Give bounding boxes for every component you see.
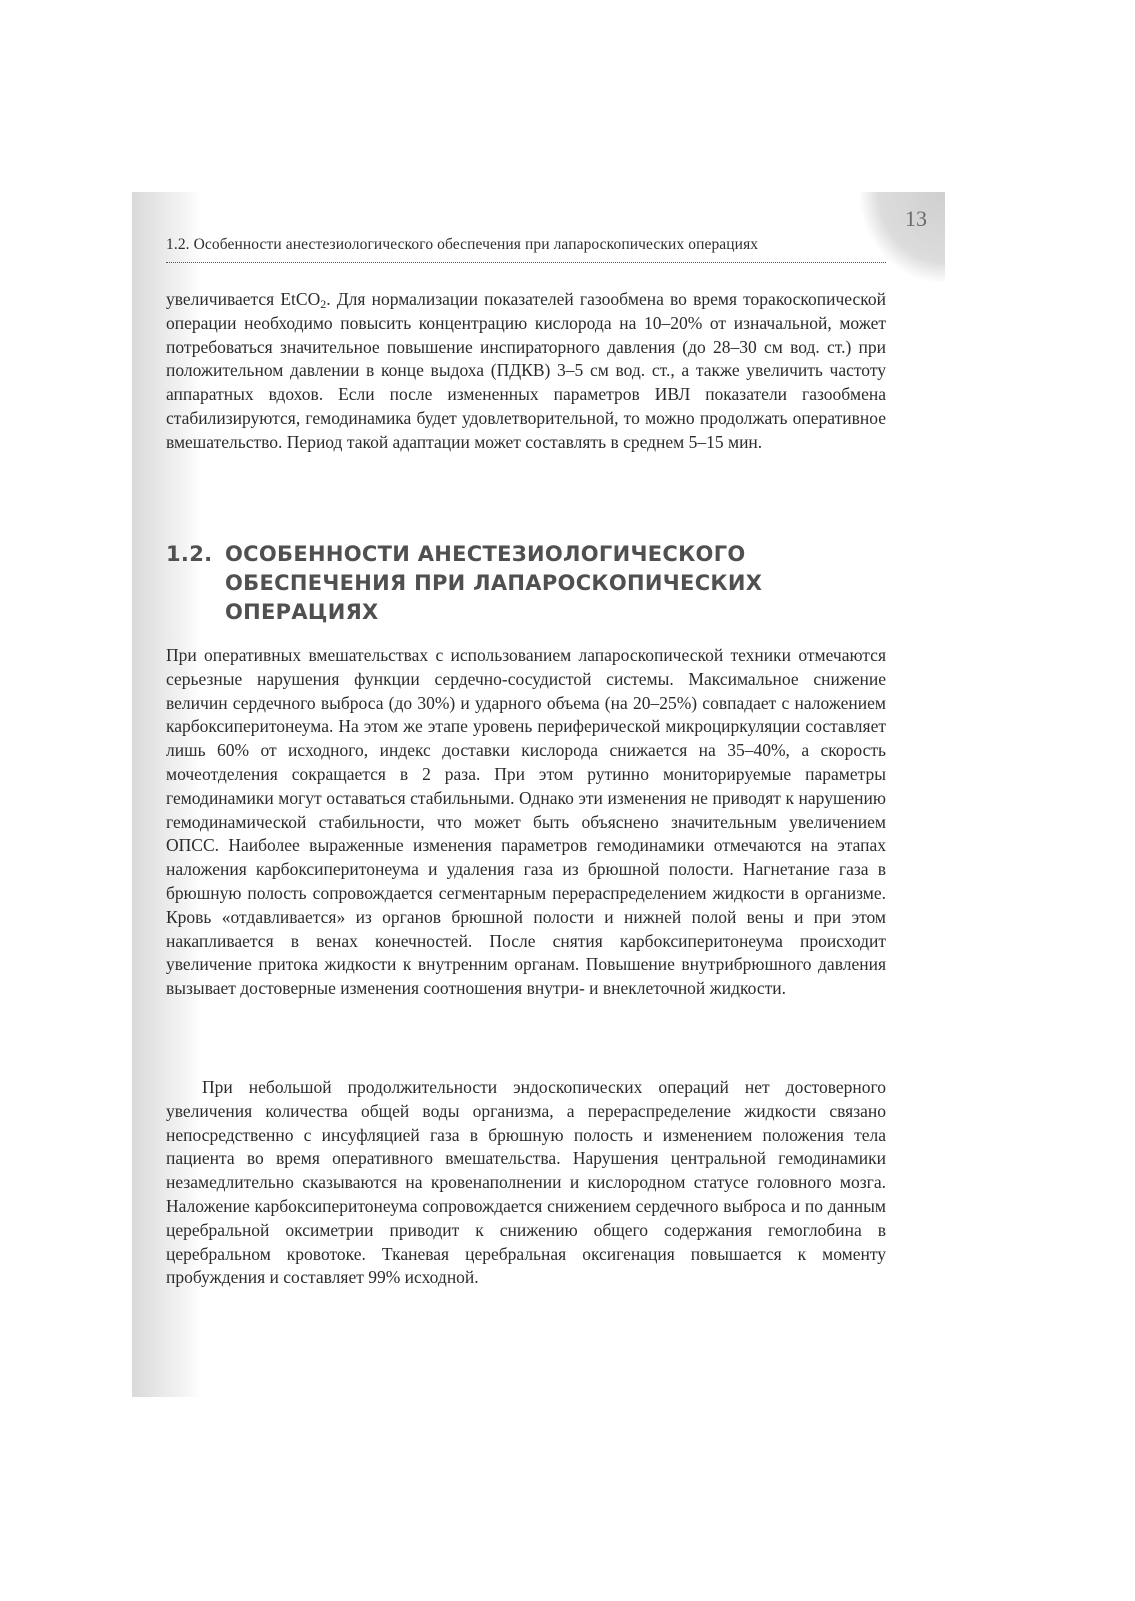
- section-heading: [166, 540, 866, 627]
- section-title-line-3: ОПЕРАЦИЯХ: [225, 600, 379, 624]
- paragraph-1-rest: . Для нормализации показателей газообмена во время торакоскопической операции необходимо повысить концентрацию кислорода на 10–20% от изначальной, может потребоваться значительное повышение инспираторного давления (до 28–30 см вод. ст.) при положительном давлении в конце выдоха (ПДКВ) 3–5 см вод. ст., а также увеличить частоту аппаратных вдохов. Если после измененных параметров ИВЛ показатели газообмена стабилизируются, гемодинамика будет удовлетворительной, то можно продолжать оперативное вмешательство. Период такой адаптации может составлять в среднем 5–15 мин.: [166, 289, 886, 452]
- section-title-line-2: ОБЕСПЕЧЕНИЯ ПРИ ЛАПАРОСКОПИЧЕСКИХ: [225, 571, 763, 595]
- paragraph-1: [166, 288, 886, 455]
- paragraph-1-start: увеличивается EtCO: [166, 289, 321, 309]
- section-title-line-1: ОСОБЕННОСТИ АНЕСТЕЗИОЛОГИЧЕСКОГО: [225, 542, 746, 566]
- section-number: 1.2.: [166, 542, 213, 566]
- subscript-2: 2: [320, 297, 327, 311]
- header-divider: [166, 262, 886, 263]
- page-number: 13: [905, 206, 927, 231]
- paragraph-2: При оперативных вмешательствах с использованием лапароскопической техники отмечаются серьезные нарушения функции сердечно-сосудистой системы. Максимальное снижение величин сердечного выброса (до 30%) и ударного объема (на 20–25%) совпадает с наложением карбоксиперитонеума. На этом же этапе уровень периферической микроциркуляции составляет лишь 60% от исходного, индекс доставки кислорода снижается на 35–40%, а скорость мочеотделения сокращается в 2 раза. При этом рутинно мониторируемые параметры гемодинамики могут оставаться стабильными. Однако эти изменения не приводят к нарушению гемодинамической стабильности, что может быть объяснено значительным увеличением ОПСС. Наиболее выраженные изменения параметров гемодинамики отмечаются на этапах наложения карбоксиперитонеума и удаления газа из брюшной полости. Нагнетание газа в брюшную полость сопровождается сегментарным перераспределением жидкости в организме. Кровь «отдавливается» из органов брюшной полости и нижней полой вены и при этом накапливается в венах конечностей. После снятия карбоксиперитонеума происходит увеличение притока жидкости к внутренним органам. Повышение внутрибрюшного давления вызывает достоверные изменения соотношения внутри- и внеклеточной жидкости.: [166, 645, 886, 999]
- paragraph-3: При небольшой продолжительности эндоскопических операций нет достоверного увеличения количества общей воды организма, а перераспределение жидкости связано непосредственно с инсуфляцией газа в брюшную полость и изменением положения тела пациента во время оперативного вмешательства. Нарушения центральной гемодинамики незамедлительно сказываются на кровенаполнении и кислородном статусе головного мозга. Наложение карбоксиперитонеума сопровождается снижением сердечного выброса и по данным церебральной оксиметрии приводит к снижению общего содержания гемоглобина в церебральном кровотоке. Тканевая церебральная оксигенация повышается к моменту пробуждения и составляет 99% исходной.: [166, 1077, 886, 1288]
- running-title: 1.2. Особенности анестезиологического обеспечения при лапароскопических операциях: [166, 236, 759, 253]
